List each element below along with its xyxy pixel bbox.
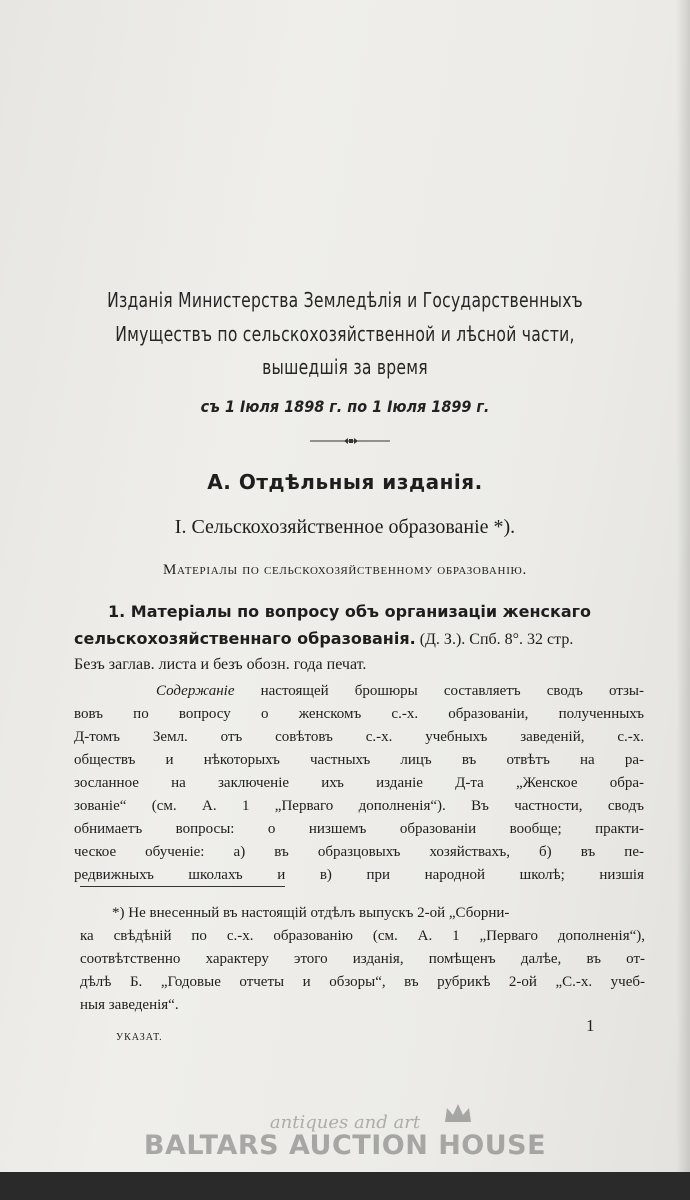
section-heading-a: А. Отдѣльныя изданія.: [207, 470, 483, 494]
title-line-1: Изданія Министерства Земледѣлія и Государственныхъ: [107, 288, 583, 312]
entry-body-line: [156, 680, 644, 702]
subsection-heading: Матеріалы по сельскохозяйственному образованію.: [162, 562, 528, 578]
entry-title: 1. Матеріалы по вопросу объ организаціи женскаго: [108, 602, 591, 621]
footnote-line: *) Не внесенный въ настоящій отдѣлъ выпускъ 2-ой „Сборни-: [112, 905, 510, 921]
entry-title-line-2: [74, 628, 644, 651]
entry-note: Безъ заглав. листа и безъ обозн. года печат.: [74, 656, 367, 673]
entry-body-line: зосланное на заключеніе ихъ изданіе Д-та „Женское обра-: [74, 775, 644, 791]
footnote-line: дѣлѣ Б. „Годовые отчеты и обзоры“, въ рубрикѣ 2-ой „С.-х. учеб-: [80, 974, 645, 990]
entry-body-line: вовъ по вопросу о женскомъ с.-х. образованіи, полученныхъ: [74, 706, 644, 722]
title-dates: съ 1 Іюля 1898 г. по 1 Іюля 1899 г.: [200, 397, 490, 416]
section-heading-i: I. Сельскохозяйственное образованіе *).: [174, 516, 516, 538]
footnote-line: ныя заведенія“.: [80, 997, 179, 1013]
entry-body-line: обнимаетъ вопросы: о низшемъ образованіи вообще; практи-: [74, 821, 644, 837]
entry-body-line: обществъ и нѣкоторыхъ частныхъ лицъ въ отвѣтъ на ра-: [74, 752, 644, 768]
page-number: 1: [586, 1016, 595, 1035]
title-line-2: Имуществъ по сельскохозяйственной и лѣсной части,: [115, 322, 575, 346]
entry-bibliographic-data: (Д. З.). Спб. 8°. 32 стр.: [415, 631, 574, 648]
content-label: Содержаніе: [156, 683, 235, 699]
crown-icon: [443, 1102, 473, 1124]
entry-body-line: зованіе“ (см. А. 1 „Перваго дополненія“). Въ частности, сводъ: [74, 798, 644, 814]
title-line-3: вышедшія за время: [262, 355, 428, 379]
footnote-line: соотвѣтственно характеру этого изданія, помѣщенъ далѣе, въ от-: [80, 951, 645, 967]
watermark-name: BALTARS AUCTION HOUSE: [143, 1130, 547, 1161]
watermark-tagline: antiques and art: [269, 1112, 421, 1133]
entry-body-line: ческое обученіе: а) въ образцовыхъ хозяйствахъ, б) въ пе-: [74, 844, 644, 860]
entry-body-text: настоящей брошюры составляетъ сводъ отзы-: [234, 683, 644, 699]
entry-body-line: Д-томъ Земл. отъ совѣтовъ с.-х. учебныхъ заведеній, с.-х.: [74, 729, 644, 745]
footnote-rule: [80, 886, 285, 887]
entry-title-line-1: [108, 601, 644, 624]
footnote-line: ка свѣдѣній по с.-х. образованію (см. А. 1 „Перваго дополненія“),: [80, 928, 645, 944]
entry-title-continued: сельскохозяйственнаго образованія.: [74, 629, 416, 648]
signature-mark: УКАЗАТ.: [116, 1032, 163, 1043]
entry-body-line: редвижныхъ школахъ и в) при народной школѣ; низшія: [74, 867, 644, 883]
ornament-divider: [310, 436, 390, 446]
